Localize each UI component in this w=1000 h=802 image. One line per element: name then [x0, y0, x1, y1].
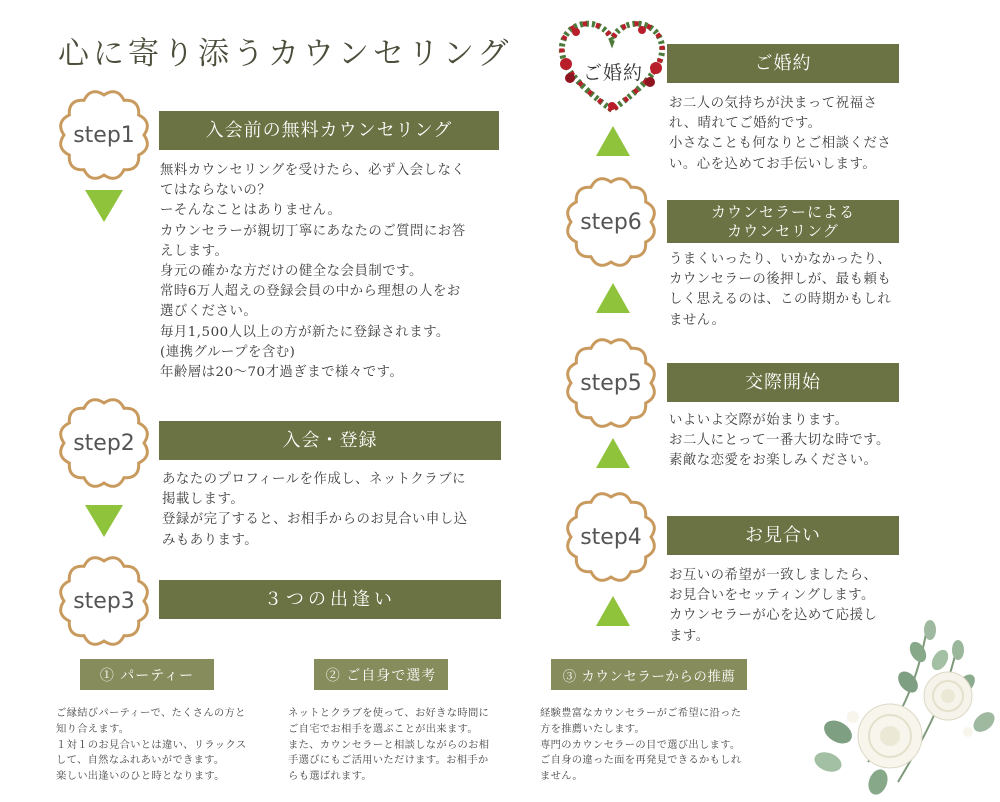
step3-badge-label: step3	[73, 588, 135, 614]
meeting-option-recommendation-description: 経験豊富なカウンセラーがご希望に沿った 方を推薦いたします。 専門のカウンセラーの目で選び出します。 ご自身の違った面を再発見できるかもしれ ません。	[540, 707, 742, 783]
step4-badge	[563, 489, 659, 585]
meeting-option-self-select: ② ご自身で選考	[314, 659, 448, 690]
white-rose-icon	[808, 612, 998, 798]
meeting-option-party-description: ご縁結びパーティーで、たくさんの方と 知り合えます。 １対１のお見合いとは違い、リラックス して、自然なふれあいができます。 楽しい出逢いのひと時となります。	[56, 707, 247, 783]
meeting-option-party: ① パーティー	[80, 659, 214, 690]
page-title: 心に寄り添うカウンセリング	[58, 36, 513, 72]
arrow-up-icon	[596, 596, 630, 626]
engagement-description: お二人の気持ちが決まって祝福さ れ、晴れてご婚約です。 小さなことも何なりとご相談くださ い。心を込めてお手伝いします。	[669, 96, 892, 172]
arrow-down-icon	[85, 190, 123, 222]
step4-description: お互いの希望が一致しましたら、 お見合いをセッティングします。 カウンセラーが心を込めて応援し ます。	[669, 568, 878, 644]
step4-heading: お見合い	[667, 516, 899, 555]
rose-bouquet-decoration	[808, 612, 998, 798]
engagement-heading: ご婚約	[667, 44, 899, 83]
step1-description: 無料カウンセリングを受けたら、必ず入会しなく てはならないの？ ーそんなことはありません。 カウンセラーが親切丁寧にあなたのご質問にお答 えします。 身元の確かな方だけの健全な会員制です。 常時6万人超えの登録会員の中から理想の人をお 選びください。 毎月1,500人以上の方が新たに登録されます。 (連携グループを含む) 年齢層は20〜70才過ぎまで様々です。	[160, 163, 466, 381]
step1-badge-label: step1	[73, 122, 135, 148]
step2-badge	[56, 395, 152, 491]
step2-heading: 入会・登録	[159, 421, 501, 460]
engagement-badge-label: ご婚約	[582, 62, 643, 84]
arrow-up-icon	[596, 126, 630, 156]
arrow-down-icon	[85, 505, 123, 537]
step6-badge	[563, 174, 659, 270]
step5-heading: 交際開始	[667, 363, 899, 402]
arrow-up-icon	[596, 283, 630, 313]
step4-badge-label: step4	[580, 524, 642, 550]
step1-badge	[56, 87, 152, 183]
step5-description: いよいよ交際が始まります。 お二人にとって一番大切な時です。 素敵な恋愛をお楽しみください。	[669, 413, 890, 469]
step2-description: あなたのプロフィールを作成し、ネットクラブに 掲載します。 登録が完了すると、お相手からのお見合い申し込 みもあります。	[162, 472, 468, 548]
step6-description: うまくいったり、いかなかったり、 カウンセラーの後押しが、最も頼も しく思えるのは、この時期かもしれ ません。	[669, 252, 892, 328]
arrow-up-icon	[596, 438, 630, 468]
step2-badge-label: step2	[73, 430, 135, 456]
meeting-option-recommendation: ③ カウンセラーからの推薦	[551, 659, 747, 690]
step6-heading: カウンセラーによる カウンセリング	[667, 200, 899, 243]
step5-badge-label: step5	[580, 370, 642, 396]
step3-heading: ３つの出逢い	[159, 580, 501, 619]
meeting-option-self-select-description: ネットとクラブを使って、お好きな時間に ご自宅でお相手を選ぶことが出来ます。 また、カウンセラーと相談しながらのお相 手選びにもご活用いただけます。お相手か らも選ばれます。	[288, 707, 490, 783]
step6-badge-label: step6	[580, 209, 642, 235]
step3-badge	[56, 553, 152, 649]
step1-heading: 入会前の無料カウンセリング	[159, 111, 499, 150]
step5-badge	[563, 335, 659, 431]
